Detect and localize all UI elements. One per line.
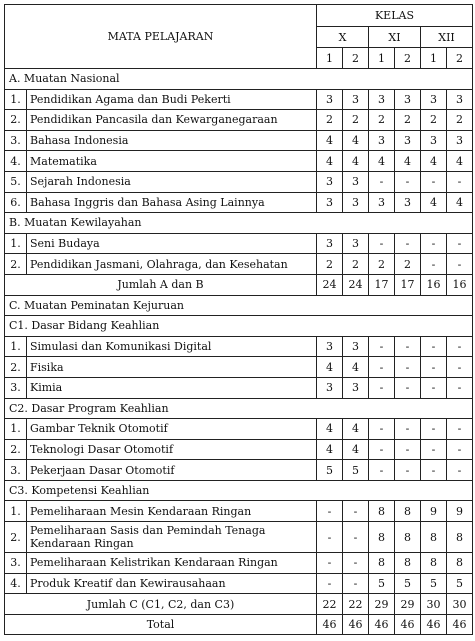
hours-cell: 3 [343, 377, 369, 398]
hours-cell: 4 [317, 151, 343, 172]
table-row [5, 377, 473, 398]
hours-cell: - [369, 233, 395, 254]
subject-name: Pekerjaan Dasar Otomotif [27, 460, 317, 481]
hours-cell: 8 [395, 501, 421, 522]
hours-cell: - [369, 336, 395, 357]
total-cell: 30 [447, 594, 473, 615]
table-row [5, 460, 473, 481]
row-number: 6. [5, 192, 27, 213]
table-row [5, 110, 473, 131]
total-cell: 22 [317, 594, 343, 615]
row-number: 1. [5, 336, 27, 357]
section-c-row [5, 295, 473, 316]
hours-cell: - [317, 522, 343, 553]
hours-cell: 4 [343, 439, 369, 460]
hours-cell: 2 [369, 254, 395, 275]
table-row [5, 573, 473, 594]
hours-cell: - [421, 233, 447, 254]
table-row [5, 439, 473, 460]
total-cell: 16 [447, 274, 473, 295]
total-cell: 46 [395, 614, 421, 635]
row-number: 4. [5, 151, 27, 172]
hours-cell: - [369, 357, 395, 378]
total-c-row [5, 594, 473, 615]
hours-cell: - [421, 419, 447, 440]
hours-cell: - [395, 419, 421, 440]
table-row [5, 357, 473, 378]
table-row [5, 336, 473, 357]
hours-cell: 9 [421, 501, 447, 522]
hours-cell: 2 [317, 254, 343, 275]
subject-name: Pemeliharaan Kelistrikan Kendaraan Ringan [27, 553, 317, 574]
total-a-b-row [5, 274, 473, 295]
hours-cell: 8 [395, 553, 421, 574]
hours-cell: 8 [369, 501, 395, 522]
hours-cell: 3 [317, 377, 343, 398]
hours-cell: 3 [395, 89, 421, 110]
hours-cell: 8 [395, 522, 421, 553]
section-b-title: B. Muatan Kewilayahan [5, 213, 473, 234]
hours-cell: 2 [317, 110, 343, 131]
row-number: 2. [5, 110, 27, 131]
subject-column-header: MATA PELAJARAN [5, 5, 317, 69]
hours-cell: 4 [421, 192, 447, 213]
subject-name: Matematika [27, 151, 317, 172]
hours-cell: 3 [317, 233, 343, 254]
table-row [5, 192, 473, 213]
grade-header-x: X [317, 27, 369, 48]
hours-cell: 2 [447, 110, 473, 131]
total-cell: 17 [369, 274, 395, 295]
section-c-title: C. Muatan Peminatan Kejuruan [5, 295, 473, 316]
subject-name: Gambar Teknik Otomotif [27, 419, 317, 440]
subject-name: Pendidikan Pancasila dan Kewarganegaraan [27, 110, 317, 131]
hours-cell: 5 [317, 460, 343, 481]
row-number: 1. [5, 233, 27, 254]
hours-cell: - [343, 501, 369, 522]
hours-cell: 3 [343, 89, 369, 110]
hours-cell: - [421, 377, 447, 398]
hours-cell: - [447, 377, 473, 398]
hours-cell: 4 [343, 151, 369, 172]
hours-cell: - [447, 336, 473, 357]
hours-cell: 5 [343, 460, 369, 481]
subject-name: Simulasi dan Komunikasi Digital [27, 336, 317, 357]
hours-cell: - [395, 336, 421, 357]
total-cell: 24 [343, 274, 369, 295]
hours-cell: - [369, 377, 395, 398]
hours-cell: 8 [447, 553, 473, 574]
hours-cell: - [343, 573, 369, 594]
hours-cell: - [343, 553, 369, 574]
total-cell: 46 [343, 614, 369, 635]
total-c-row-label: Jumlah C (C1, C2, dan C3) [5, 594, 317, 615]
hours-cell: - [395, 357, 421, 378]
hours-cell: 3 [343, 171, 369, 192]
hours-cell: - [447, 254, 473, 275]
hours-cell: - [421, 254, 447, 275]
hours-cell: - [447, 357, 473, 378]
hours-cell: 3 [395, 130, 421, 151]
hours-cell: 3 [317, 89, 343, 110]
hours-cell: 8 [447, 522, 473, 553]
row-number: 1. [5, 501, 27, 522]
hours-cell: 2 [395, 110, 421, 131]
hours-cell: 4 [317, 439, 343, 460]
row-number: 1. [5, 419, 27, 440]
subject-name: Pemeliharaan Sasis dan Pemindah Tenaga Kendaraan Ringan [27, 522, 317, 553]
total-cell: 46 [447, 614, 473, 635]
row-number: 1. [5, 89, 27, 110]
total-a-b-row-label: Jumlah A dan B [5, 274, 317, 295]
grade-header-xii: XII [421, 27, 473, 48]
hours-cell: - [421, 439, 447, 460]
hours-cell: 5 [369, 573, 395, 594]
row-number: 3. [5, 553, 27, 574]
hours-cell: 3 [317, 336, 343, 357]
section-c1-row [5, 316, 473, 337]
kelas-header: KELAS [317, 5, 473, 27]
hours-cell: - [343, 522, 369, 553]
table-row [5, 254, 473, 275]
table-body [5, 5, 473, 635]
subject-name: Fisika [27, 357, 317, 378]
row-number: 3. [5, 377, 27, 398]
semester-header: 2 [447, 48, 473, 69]
hours-cell: 8 [421, 522, 447, 553]
hours-cell: 2 [395, 254, 421, 275]
row-number: 2. [5, 439, 27, 460]
hours-cell: - [369, 171, 395, 192]
semester-header: 2 [343, 48, 369, 69]
hours-cell: - [447, 171, 473, 192]
hours-cell: 4 [369, 151, 395, 172]
hours-cell: 5 [421, 573, 447, 594]
hours-cell: - [317, 553, 343, 574]
section-a-row [5, 69, 473, 90]
hours-cell: 4 [447, 151, 473, 172]
hours-cell: 5 [447, 573, 473, 594]
hours-cell: - [395, 233, 421, 254]
section-c2-row [5, 398, 473, 419]
total-cell: 46 [421, 614, 447, 635]
section-c1-title: C1. Dasar Bidang Keahlian [5, 316, 473, 337]
hours-cell: - [317, 501, 343, 522]
subject-name: Pemeliharaan Mesin Kendaraan Ringan [27, 501, 317, 522]
hours-cell: 2 [421, 110, 447, 131]
row-number: 5. [5, 171, 27, 192]
row-number: 2. [5, 522, 27, 553]
hours-cell: 9 [447, 501, 473, 522]
subject-name: Bahasa Indonesia [27, 130, 317, 151]
hours-cell: 4 [317, 130, 343, 151]
hours-cell: - [447, 419, 473, 440]
section-b-row [5, 213, 473, 234]
row-number: 2. [5, 254, 27, 275]
table-row [5, 501, 473, 522]
hours-cell: 3 [343, 233, 369, 254]
curriculum-table-container [4, 4, 473, 635]
hours-cell: 3 [369, 192, 395, 213]
total-cell: 24 [317, 274, 343, 295]
total-cell: 30 [421, 594, 447, 615]
row-number: 3. [5, 130, 27, 151]
table-row [5, 89, 473, 110]
hours-cell: - [395, 439, 421, 460]
hours-cell: 4 [343, 130, 369, 151]
hours-cell: 4 [343, 419, 369, 440]
total-cell: 16 [421, 274, 447, 295]
hours-cell: 3 [369, 89, 395, 110]
total-cell: 46 [317, 614, 343, 635]
hours-cell: 5 [395, 573, 421, 594]
table-row [5, 233, 473, 254]
table-row [5, 553, 473, 574]
subject-name: Kimia [27, 377, 317, 398]
hours-cell: 3 [447, 89, 473, 110]
hours-cell: 4 [317, 357, 343, 378]
hours-cell: - [395, 460, 421, 481]
hours-cell: 3 [343, 192, 369, 213]
row-number: 4. [5, 573, 27, 594]
subject-name: Seni Budaya [27, 233, 317, 254]
table-row [5, 151, 473, 172]
hours-cell: - [421, 336, 447, 357]
row-number: 2. [5, 357, 27, 378]
semester-header: 1 [369, 48, 395, 69]
semester-header: 1 [317, 48, 343, 69]
total-cell: 29 [369, 594, 395, 615]
section-c3-row [5, 480, 473, 501]
semester-header: 2 [395, 48, 421, 69]
hours-cell: 3 [395, 192, 421, 213]
total-cell: 17 [395, 274, 421, 295]
section-c3-title: C3. Kompetensi Keahlian [5, 480, 473, 501]
hours-cell: 3 [447, 130, 473, 151]
hours-cell: - [395, 377, 421, 398]
table-row [5, 522, 473, 553]
hours-cell: 4 [421, 151, 447, 172]
hours-cell: - [369, 439, 395, 460]
hours-cell: - [369, 460, 395, 481]
hours-cell: 3 [369, 130, 395, 151]
table-row [5, 130, 473, 151]
hours-cell: 3 [317, 192, 343, 213]
hours-cell: 2 [369, 110, 395, 131]
hours-cell: 3 [421, 130, 447, 151]
total-cell: 29 [395, 594, 421, 615]
header-row-kelas [5, 5, 473, 27]
hours-cell: 2 [343, 254, 369, 275]
hours-cell: - [421, 171, 447, 192]
hours-cell: 4 [343, 357, 369, 378]
hours-cell: - [447, 233, 473, 254]
hours-cell: 8 [421, 553, 447, 574]
hours-cell: 2 [343, 110, 369, 131]
total-cell: 46 [369, 614, 395, 635]
subject-name: Produk Kreatif dan Kewirausahaan [27, 573, 317, 594]
row-number: 3. [5, 460, 27, 481]
hours-cell: 4 [395, 151, 421, 172]
hours-cell: 4 [317, 419, 343, 440]
hours-cell: 8 [369, 553, 395, 574]
hours-cell: 3 [421, 89, 447, 110]
subject-name: Teknologi Dasar Otomotif [27, 439, 317, 460]
curriculum-table [4, 4, 473, 635]
hours-cell: 8 [369, 522, 395, 553]
hours-cell: - [447, 439, 473, 460]
total-cell: 22 [343, 594, 369, 615]
subject-name: Bahasa Inggris dan Bahasa Asing Lainnya [27, 192, 317, 213]
hours-cell: - [421, 357, 447, 378]
hours-cell: - [421, 460, 447, 481]
semester-header: 1 [421, 48, 447, 69]
grand-total-row-label: Total [5, 614, 317, 635]
grand-total-row [5, 614, 473, 635]
hours-cell: - [317, 573, 343, 594]
hours-cell: - [369, 419, 395, 440]
subject-name: Pendidikan Jasmani, Olahraga, dan Kesehatan [27, 254, 317, 275]
grade-header-xi: XI [369, 27, 421, 48]
table-row [5, 419, 473, 440]
section-a-title: A. Muatan Nasional [5, 69, 473, 90]
hours-cell: - [395, 171, 421, 192]
hours-cell: 3 [317, 171, 343, 192]
hours-cell: - [447, 460, 473, 481]
section-c2-title: C2. Dasar Program Keahlian [5, 398, 473, 419]
hours-cell: 4 [447, 192, 473, 213]
subject-name: Pendidikan Agama dan Budi Pekerti [27, 89, 317, 110]
hours-cell: 3 [343, 336, 369, 357]
subject-name: Sejarah Indonesia [27, 171, 317, 192]
table-row [5, 171, 473, 192]
